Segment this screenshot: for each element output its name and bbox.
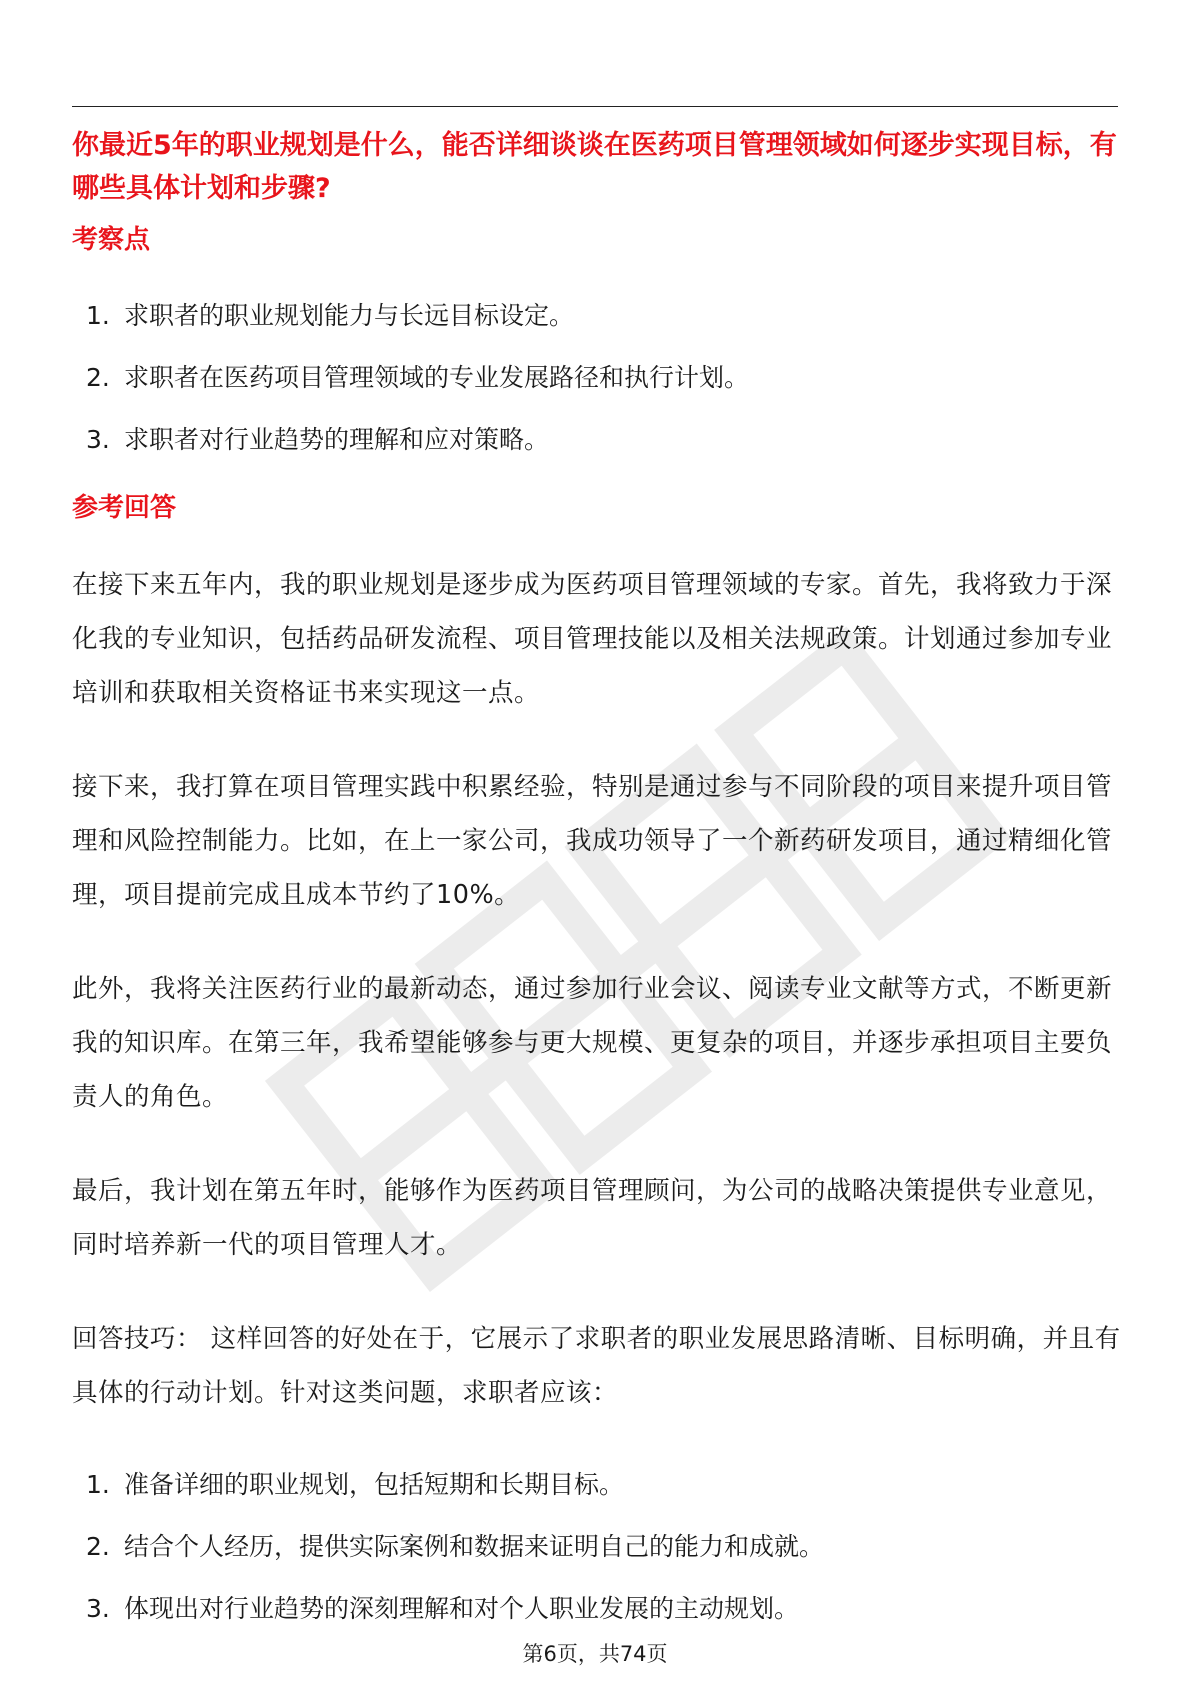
list-item-number: 1. bbox=[86, 1470, 110, 1499]
section-heading-assessment-points: 考察点 bbox=[72, 225, 151, 255]
list-item-number: 2. bbox=[86, 1532, 110, 1561]
list-item bbox=[86, 298, 749, 360]
list-item-number: 3. bbox=[86, 1594, 110, 1623]
top-divider bbox=[72, 106, 1118, 107]
page-footer: 第6页，共74页 bbox=[522, 1642, 668, 1666]
list-item-text: 求职者在医药项目管理领域的专业发展路径和执行计划。 bbox=[124, 363, 750, 392]
list-item-text: 体现出对行业趋势的深刻理解和对个人职业发展的主动规划。 bbox=[124, 1594, 800, 1623]
list-item bbox=[86, 360, 749, 422]
section-heading-reference-answer: 参考回答 bbox=[72, 493, 177, 523]
answer-paragraph: 最后，我计划在第五年时，能够作为医药项目管理顾问，为公司的战略决策提供专业意见，同时培养新一代的项目管理人才。 bbox=[72, 1176, 1113, 1260]
list-item-number: 1. bbox=[86, 301, 110, 330]
list-item bbox=[86, 422, 749, 484]
list-item-text: 结合个人经历，提供实际案例和数据来证明自己的能力和成就。 bbox=[124, 1532, 825, 1561]
question-title: 你最近5年的职业规划是什么，能否详细谈谈在医药项目管理领域如何逐步实现目标，有哪些具体计划和步骤? bbox=[72, 130, 1117, 204]
answer-tips-paragraph: 回答技巧： 这样回答的好处在于，它展示了求职者的职业发展思路清晰、目标明确，并且有具体的行动计划。针对这类问题，求职者应该： bbox=[72, 1324, 1121, 1408]
list-item-text: 求职者的职业规划能力与长远目标设定。 bbox=[124, 301, 575, 330]
answer-paragraph: 接下来，我打算在项目管理实践中积累经验，特别是通过参与不同阶段的项目来提升项目管理和风险控制能力。比如，在上一家公司，我成功领导了一个新药研发项目，通过精细化管理，项目提前完成且成本节约了10%。 bbox=[72, 772, 1113, 910]
list-item-number: 3. bbox=[86, 425, 110, 454]
answer-tips-list bbox=[86, 1467, 824, 1653]
list-item bbox=[86, 1529, 824, 1591]
list-item-text: 准备详细的职业规划，包括短期和长期目标。 bbox=[124, 1470, 625, 1499]
answer-paragraph: 此外，我将关注医药行业的最新动态，通过参加行业会议、阅读专业文献等方式，不断更新我的知识库。在第三年，我希望能够参与更大规模、更复杂的项目，并逐步承担项目主要负责人的角色。 bbox=[72, 974, 1113, 1112]
list-item bbox=[86, 1467, 824, 1529]
list-item-text: 求职者对行业趋势的理解和应对策略。 bbox=[124, 425, 550, 454]
list-item-number: 2. bbox=[86, 363, 110, 392]
answer-paragraph: 在接下来五年内，我的职业规划是逐步成为医药项目管理领域的专家。首先，我将致力于深化我的专业知识，包括药品研发流程、项目管理技能以及相关法规政策。计划通过参加专业培训和获取相关资格证书来实现这一点。 bbox=[72, 570, 1113, 708]
assessment-points-list bbox=[86, 298, 749, 484]
